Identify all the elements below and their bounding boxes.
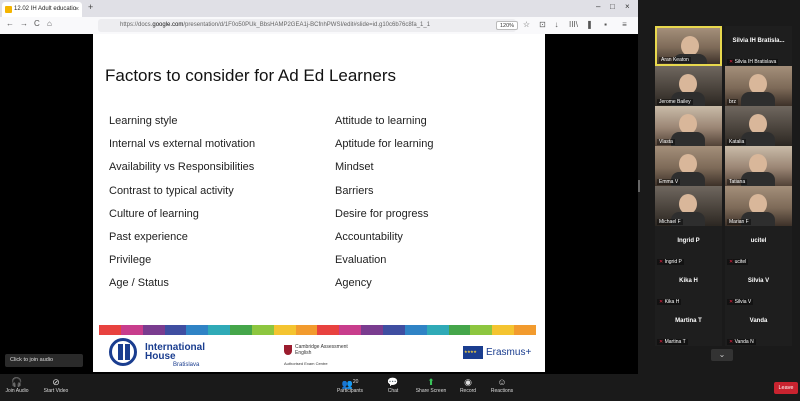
participant-name: Vlasta (659, 139, 673, 145)
bookmark-star-icon[interactable]: ☆ (522, 20, 531, 29)
new-tab-button[interactable]: + (88, 2, 94, 12)
ih-logo-text (145, 343, 205, 361)
participant-name: Katalia (729, 139, 745, 145)
stripe-segment (514, 325, 536, 335)
close-window-button[interactable]: × (625, 2, 630, 11)
erasmus-logo-text: Erasmus+ (486, 347, 532, 358)
back-button[interactable]: ← (6, 19, 14, 28)
library-icon[interactable]: III\ (569, 20, 578, 29)
participant-name: Michael F (659, 219, 681, 225)
reload-button[interactable]: C (34, 19, 40, 28)
participant-name (727, 299, 753, 305)
join-audio-button[interactable] (4, 377, 30, 394)
reactions-label: Reactions (490, 388, 514, 394)
participant-display-name: Silvia IH Bratisla... (732, 38, 785, 44)
participant-video-body (741, 92, 775, 106)
participant-tile[interactable] (725, 66, 792, 106)
browser-window (0, 0, 638, 34)
url-prefix: https://docs. (120, 22, 153, 28)
factor-item: Desire for progress (335, 207, 429, 220)
factor-item: Contrast to typical activity (109, 184, 234, 197)
muted-mic-icon: ✕ (659, 339, 665, 345)
record-label: Record (459, 388, 477, 394)
participant-display-name: Kika H (679, 278, 698, 284)
stripe-segment (470, 325, 492, 335)
participant-name: Jerome Bailey (659, 99, 691, 105)
stripe-segment (339, 325, 361, 335)
participant-tile[interactable] (725, 266, 792, 306)
cambridge-subtitle: Authorised Exam Centre (284, 361, 328, 366)
participant-tile[interactable] (655, 306, 722, 346)
participant-tile[interactable] (725, 26, 792, 66)
stripe-segment (230, 325, 252, 335)
stripe-segment (405, 325, 427, 335)
participant-sub-name: Silvia IH Bratislava (734, 59, 777, 65)
stripe-segment (449, 325, 471, 335)
stripe-segment (143, 325, 165, 335)
stripe-segment (383, 325, 405, 335)
start-video-label: Start Video (43, 388, 69, 394)
participant-tile[interactable] (655, 26, 722, 66)
stripe-segment (361, 325, 383, 335)
factor-item: Internal vs external motivation (109, 138, 256, 151)
factor-item: Culture of learning (109, 207, 199, 220)
reactions-button[interactable] (488, 377, 516, 394)
participant-tile[interactable] (655, 186, 722, 226)
gallery-scroll-down-button[interactable]: ⌄ (711, 349, 733, 361)
muted-mic-icon: ✕ (729, 259, 735, 265)
participant-sub-name: Ingrid P (664, 259, 682, 265)
maximize-button[interactable]: □ (610, 2, 615, 11)
share-screen-button[interactable] (414, 377, 448, 394)
factor-item: Availability vs Responsibilities (109, 161, 255, 174)
slides-favicon-icon (5, 6, 12, 13)
slide-title: Factors to consider for Ad Ed Learners (105, 66, 397, 85)
stripe-segment (427, 325, 449, 335)
participant-video (749, 114, 767, 134)
extension-icon[interactable]: ▪ (604, 20, 607, 29)
factor-item: Privilege (109, 254, 152, 267)
factor-item: Aptitude for learning (335, 138, 434, 151)
muted-mic-icon: ✕ (659, 259, 665, 265)
participant-tile[interactable] (655, 146, 722, 186)
forward-button[interactable]: → (20, 19, 28, 28)
participant-video (679, 194, 697, 214)
start-video-button[interactable] (40, 377, 72, 394)
participant-tile[interactable] (725, 226, 792, 266)
join-audio-label: Join Audio (5, 388, 29, 394)
participant-tile[interactable] (655, 106, 722, 146)
participant-tile[interactable] (725, 106, 792, 146)
participant-gallery (640, 0, 800, 374)
cambridge-line1: Cambridge Assessment (295, 344, 348, 350)
eu-flag-icon (463, 346, 483, 359)
participants-icon: 👥$^{20}$ (341, 379, 359, 389)
participant-name: Emma V (659, 179, 679, 185)
tab-close-icon[interactable]: × (75, 6, 80, 13)
participant-name: Tatiana (729, 179, 746, 185)
stripe-segment (274, 325, 296, 335)
participants-button[interactable] (332, 377, 368, 394)
stripe-segment (492, 325, 514, 335)
factor-item: Accountability (335, 230, 403, 243)
participant-name (657, 259, 684, 265)
participant-video-body (671, 132, 705, 146)
muted-mic-icon: ✕ (729, 339, 735, 345)
factor-item: Evaluation (335, 254, 387, 267)
participant-tile[interactable] (725, 186, 792, 226)
tab-title: 12.02 IH Adult educatio (14, 6, 77, 12)
participant-name: brz (729, 99, 736, 105)
chat-icon: 💬 (387, 377, 399, 387)
participant-name (727, 339, 756, 345)
menu-icon[interactable]: ≡ (622, 20, 627, 29)
stripe-segment (186, 325, 208, 335)
participant-name (657, 339, 688, 345)
ih-line2: House (145, 351, 176, 362)
stripe-segment (208, 325, 230, 335)
participant-display-name: Ingrid P (677, 238, 700, 244)
participant-tile[interactable] (655, 266, 722, 306)
participant-tile[interactable] (655, 66, 722, 106)
stripe-segment (317, 325, 339, 335)
record-button[interactable] (457, 377, 479, 394)
address-bar[interactable] (98, 19, 516, 32)
color-stripe (99, 325, 536, 335)
video-off-icon: ⊘ (52, 377, 60, 387)
participant-name (727, 259, 748, 265)
participant-sub-name: ucitel (734, 259, 747, 265)
leave-button[interactable]: Leave (774, 382, 798, 394)
stripe-segment (252, 325, 274, 335)
reactions-icon: ☺ (497, 377, 507, 387)
browser-tab[interactable] (2, 2, 82, 17)
stripe-segment (165, 325, 187, 335)
ih-city: Bratislava (173, 362, 200, 368)
participants-count: 20 (352, 379, 359, 385)
share-screen-label: Share Screen (415, 388, 447, 394)
participant-video (749, 194, 767, 214)
participant-sub-name: Silvia V (734, 299, 752, 305)
headphones-icon: 🎧 (11, 377, 23, 387)
participant-name: Aran Keaton (661, 57, 689, 63)
muted-mic-icon: ✕ (729, 59, 735, 65)
home-button[interactable]: ⌂ (47, 19, 52, 28)
join-audio-tooltip: Click to join audio (5, 354, 83, 367)
factors-right-list (335, 110, 433, 296)
factor-item: Past experience (109, 230, 188, 243)
participant-video (679, 114, 697, 134)
participant-display-name: Silvia V (747, 278, 770, 284)
factor-item: Learning style (109, 115, 178, 127)
factor-item: Barriers (335, 184, 374, 197)
zoom-level[interactable]: 120% (496, 21, 518, 30)
participant-video (749, 74, 767, 94)
participant-sub-name: Vanda N (734, 339, 754, 345)
share-screen-icon: ⬆ (427, 377, 435, 387)
container-icon[interactable]: ⊡ (539, 20, 546, 29)
meeting-toolbar (0, 374, 800, 401)
cambridge-logo-text (295, 344, 348, 356)
participant-name (657, 299, 681, 305)
participant-display-name: Vanda (749, 318, 768, 324)
participant-video (679, 74, 697, 94)
factor-item: Age / Status (109, 277, 169, 290)
participant-tile[interactable] (725, 146, 792, 186)
presentation-slide (93, 34, 545, 372)
participant-video (681, 36, 699, 56)
stripe-segment (296, 325, 318, 335)
international-house-logo-icon (109, 338, 137, 366)
downloads-icon[interactable]: ↓ (554, 20, 559, 29)
cambridge-shield-icon (284, 345, 292, 355)
record-icon: ◉ (464, 377, 472, 387)
chat-button[interactable] (383, 377, 403, 394)
participant-display-name: Martina T (675, 318, 702, 324)
participant-name (727, 59, 778, 65)
chat-label: Chat (387, 388, 399, 394)
url-domain: google.com (152, 22, 184, 28)
factor-item: Mindset (335, 161, 374, 174)
factor-item: Attitude to learning (335, 115, 427, 127)
participant-video (749, 154, 767, 174)
participant-tile[interactable] (725, 306, 792, 346)
factors-left-list (109, 110, 255, 296)
nav-bar (0, 17, 638, 34)
participant-tile[interactable] (655, 226, 722, 266)
ih-line1: International (145, 342, 206, 353)
stripe-segment (99, 325, 121, 335)
factor-item: Agency (335, 277, 372, 290)
muted-mic-icon: ✕ (729, 299, 735, 305)
participant-display-name: ucitel (750, 238, 767, 244)
participant-sub-name: Martina T (664, 339, 686, 345)
sidebar-icon[interactable]: ❚ (586, 20, 593, 29)
stripe-segment (121, 325, 143, 335)
cambridge-line2: English (295, 350, 312, 356)
participant-name: Marian F (729, 219, 749, 225)
muted-mic-icon: ✕ (659, 299, 665, 305)
participant-sub-name: Kika H (664, 299, 680, 305)
url-path: /presentation/d/1F0o50PUk_BbsHAMP2GEA1j-BCfnhPWSI/edit#slide=id.g10c6b76c8fa_1_1 (183, 22, 431, 28)
participants-label: Participants (336, 388, 364, 394)
tab-bar (0, 0, 638, 17)
minimize-button[interactable]: – (596, 2, 601, 11)
participant-video (679, 154, 697, 174)
